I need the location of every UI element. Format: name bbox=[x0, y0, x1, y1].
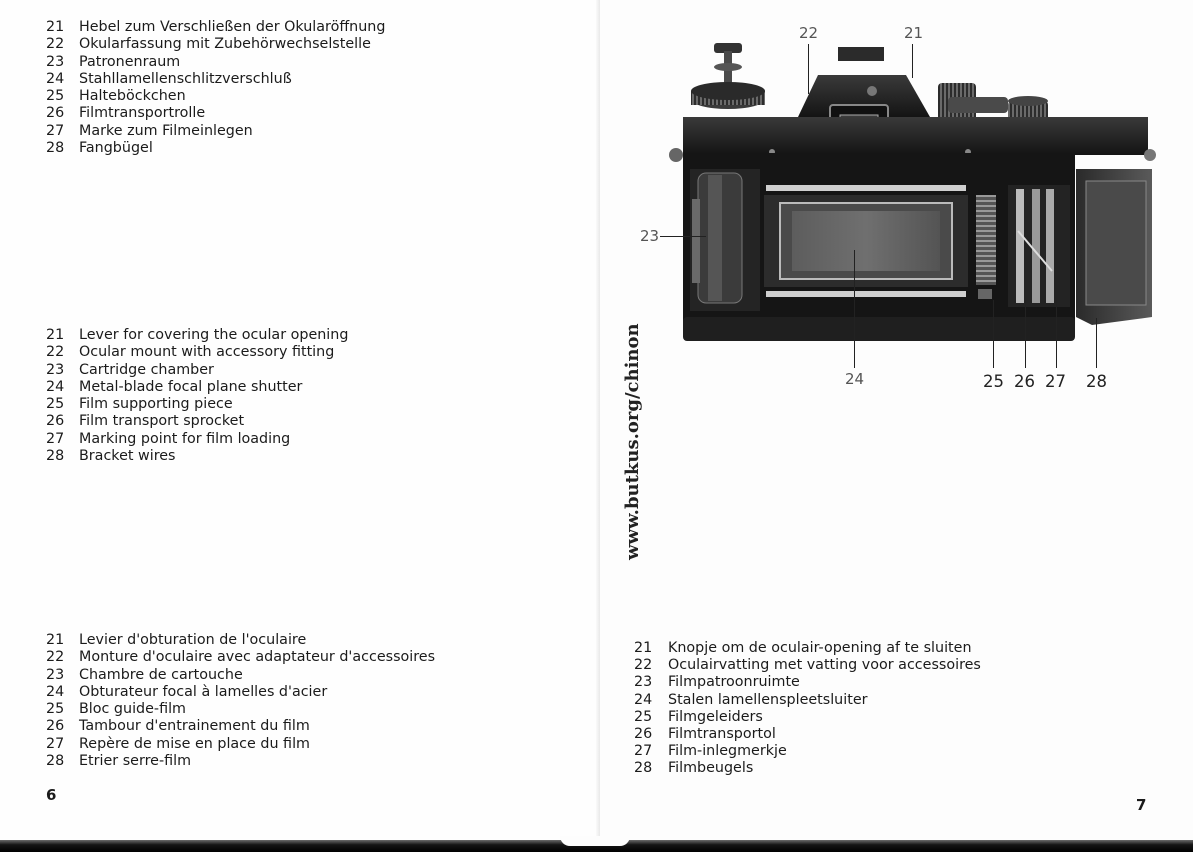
legend-item bbox=[46, 413, 348, 430]
legend-text: Bracket wires bbox=[79, 448, 176, 465]
legend-text: Lever for covering the ocular opening bbox=[79, 327, 349, 343]
take-up-spool bbox=[1008, 185, 1070, 307]
legend-number: 25 bbox=[46, 701, 65, 718]
legend-item bbox=[46, 344, 348, 361]
camera-back-illustration bbox=[668, 35, 1158, 345]
legend-text: Okularfassung mit Zubehörwechselstelle bbox=[79, 36, 371, 53]
legend-item bbox=[46, 736, 435, 753]
legend-item bbox=[634, 743, 981, 760]
leader-line-28 bbox=[1096, 318, 1097, 368]
legend-item bbox=[46, 71, 385, 88]
legend-number: 25 bbox=[46, 396, 65, 413]
legend-number: 27 bbox=[634, 743, 653, 760]
english-legend bbox=[46, 327, 348, 465]
legend-number: 21 bbox=[46, 19, 65, 35]
callout-21: 21 bbox=[904, 24, 924, 42]
leader-line-24 bbox=[854, 250, 855, 368]
legend-item bbox=[46, 718, 435, 735]
legend-text: Oculairvatting met vatting voor accessoires bbox=[668, 657, 981, 674]
legend-number: 23 bbox=[46, 361, 65, 378]
legend-text: Bloc guide-film bbox=[79, 701, 186, 718]
legend-text: Film supporting piece bbox=[79, 396, 233, 413]
rewind-crank bbox=[691, 43, 765, 109]
legend-text: Filmtransportol bbox=[668, 726, 776, 743]
legend-text: Halteböckchen bbox=[79, 88, 186, 105]
legend-item bbox=[46, 36, 385, 53]
legend-text: Cartridge chamber bbox=[79, 361, 214, 378]
legend-item bbox=[46, 701, 435, 718]
legend-item bbox=[46, 140, 385, 157]
legend-item bbox=[46, 88, 385, 105]
legend-number: 24 bbox=[46, 70, 65, 87]
legend-number: 28 bbox=[46, 140, 65, 157]
legend-text: Etrier serre-film bbox=[79, 753, 192, 770]
legend-text: Marking point for film loading bbox=[79, 430, 291, 447]
legend-item bbox=[46, 379, 348, 396]
legend-text: Monture d'oculaire avec adaptateur d'accessoires bbox=[79, 649, 436, 666]
book-bottom-edge bbox=[0, 840, 1193, 852]
legend-number: 23 bbox=[46, 53, 65, 70]
legend-item bbox=[634, 709, 981, 726]
legend-text: Stahllamellenschlitzverschluß bbox=[79, 70, 292, 87]
legend-item bbox=[46, 123, 385, 140]
callout-26: 26 bbox=[1014, 372, 1035, 391]
legend-text: Repère de mise en place du film bbox=[79, 735, 310, 752]
legend-text: Fangbügel bbox=[79, 140, 153, 157]
legend-number: 23 bbox=[634, 674, 653, 691]
left-page bbox=[0, 0, 600, 845]
leader-line-25 bbox=[993, 300, 994, 368]
legend-item bbox=[46, 362, 348, 379]
legend-text: Filmpatroonruimte bbox=[668, 674, 800, 691]
legend-item bbox=[46, 396, 348, 413]
legend-text: Filmbeugels bbox=[668, 760, 754, 777]
legend-text: Filmtransportrolle bbox=[79, 105, 206, 122]
legend-item bbox=[634, 657, 981, 674]
legend-text: Ocular mount with accessory fitting bbox=[79, 344, 335, 361]
legend-text: Film-inlegmerkje bbox=[668, 743, 787, 760]
legend-number: 24 bbox=[46, 683, 65, 700]
legend-item bbox=[46, 327, 348, 344]
legend-item bbox=[46, 448, 348, 465]
leader-line-27 bbox=[1056, 300, 1057, 368]
legend-text: Marke zum Filmeinlegen bbox=[79, 122, 253, 139]
legend-number: 22 bbox=[46, 36, 65, 53]
legend-item bbox=[634, 726, 981, 743]
legend-number: 23 bbox=[46, 666, 65, 683]
legend-number: 24 bbox=[46, 378, 65, 395]
legend-number: 26 bbox=[46, 413, 65, 430]
leader-line-26 bbox=[1025, 300, 1026, 368]
legend-item bbox=[634, 640, 981, 657]
legend-item bbox=[46, 632, 435, 649]
legend-text: Knopje om de oculair-opening af te sluiten bbox=[668, 640, 972, 656]
watermark-url: www.butkus.org/chinon bbox=[622, 323, 643, 560]
german-legend bbox=[46, 19, 385, 157]
legend-number: 21 bbox=[46, 327, 65, 343]
legend-number: 26 bbox=[46, 105, 65, 122]
dutch-legend bbox=[634, 640, 981, 778]
legend-text: Hebel zum Verschließen der Okularöffnung bbox=[79, 19, 386, 35]
legend-item bbox=[46, 667, 435, 684]
legend-number: 25 bbox=[46, 88, 65, 105]
french-legend bbox=[46, 632, 435, 770]
legend-number: 24 bbox=[634, 691, 653, 708]
callout-22: 22 bbox=[799, 24, 819, 42]
legend-item bbox=[46, 54, 385, 71]
callout-28: 28 bbox=[1086, 372, 1107, 391]
film-rail-top bbox=[766, 185, 966, 191]
legend-item bbox=[634, 674, 981, 691]
legend-text: Tambour d'entrainement du film bbox=[79, 718, 310, 735]
legend-text: Film transport sprocket bbox=[79, 413, 245, 430]
page-number-right: 7 bbox=[1136, 796, 1147, 814]
leader-line-21 bbox=[912, 44, 913, 78]
legend-number: 26 bbox=[634, 726, 653, 743]
callout-25: 25 bbox=[983, 372, 1004, 391]
legend-number: 22 bbox=[634, 657, 653, 674]
legend-item bbox=[634, 692, 981, 709]
cartridge-chamber bbox=[690, 169, 760, 311]
legend-number: 27 bbox=[46, 122, 65, 139]
legend-number: 27 bbox=[46, 735, 65, 752]
leader-line-23 bbox=[660, 236, 706, 237]
legend-item bbox=[46, 684, 435, 701]
legend-number: 22 bbox=[46, 344, 65, 361]
leader-line-22 bbox=[808, 44, 809, 94]
legend-text: Levier d'obturation de l'oculaire bbox=[79, 632, 307, 648]
legend-text: Filmgeleiders bbox=[668, 708, 763, 725]
legend-text: Metal-blade focal plane shutter bbox=[79, 378, 303, 395]
legend-number: 28 bbox=[634, 760, 653, 777]
callout-23: 23 bbox=[640, 227, 660, 245]
legend-number: 26 bbox=[46, 718, 65, 735]
legend-text: Chambre de cartouche bbox=[79, 666, 243, 683]
legend-number: 21 bbox=[634, 640, 653, 656]
callout-27: 27 bbox=[1045, 372, 1066, 391]
legend-item bbox=[634, 760, 981, 777]
legend-number: 25 bbox=[634, 708, 653, 725]
legend-text: Patronenraum bbox=[79, 53, 181, 70]
legend-number: 27 bbox=[46, 430, 65, 447]
legend-number: 22 bbox=[46, 649, 65, 666]
camera-back-door bbox=[1076, 169, 1152, 325]
legend-number: 28 bbox=[46, 753, 65, 770]
legend-item bbox=[46, 431, 348, 448]
callout-24: 24 bbox=[845, 370, 865, 388]
legend-item bbox=[46, 19, 385, 36]
legend-text: Stalen lamellenspleetsluiter bbox=[668, 691, 868, 708]
legend-number: 28 bbox=[46, 448, 65, 465]
film-rail-bottom bbox=[766, 291, 966, 297]
legend-item bbox=[46, 105, 385, 122]
page-number-left: 6 bbox=[46, 786, 57, 804]
film-transport-sprocket bbox=[976, 195, 996, 299]
legend-number: 21 bbox=[46, 632, 65, 648]
legend-text: Obturateur focal à lamelles d'acier bbox=[79, 683, 328, 700]
legend-item bbox=[46, 649, 435, 666]
legend-item bbox=[46, 753, 435, 770]
